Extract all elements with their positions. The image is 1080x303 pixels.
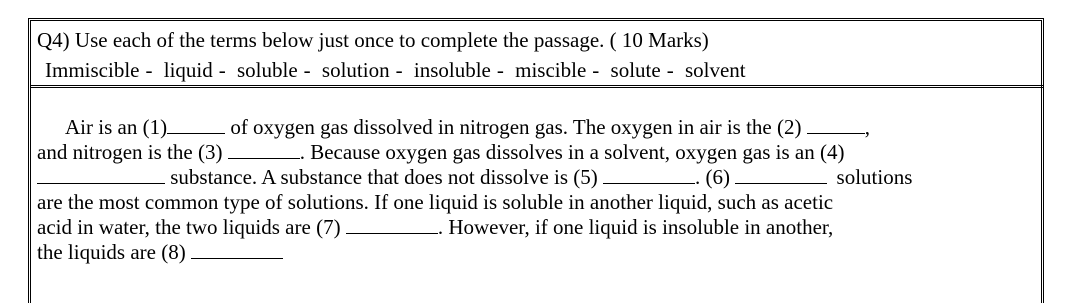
- passage-line: [37, 165, 1037, 190]
- passage-text: of oxygen gas dissolved in nitrogen gas. The oxygen in air is the (2): [230, 115, 802, 139]
- passage-line: [37, 240, 1037, 265]
- term-item: soluble: [237, 58, 298, 82]
- passage-text: and nitrogen is the (3): [37, 140, 223, 164]
- passage-line: [37, 140, 1037, 165]
- question-frame: [28, 18, 1044, 303]
- blank-6[interactable]: [735, 165, 827, 184]
- blank-5[interactable]: [603, 165, 695, 184]
- passage-text: solutions: [836, 165, 913, 189]
- passage-text: ,: [864, 115, 870, 139]
- passage-text: substance. A substance that does not dissolve is (5): [170, 165, 598, 189]
- passage-line: [37, 115, 1037, 140]
- term-separator: -: [145, 58, 153, 82]
- blank-7[interactable]: [346, 215, 438, 234]
- passage-text: . However, if one liquid is insoluble in another,: [437, 215, 834, 239]
- blank-4[interactable]: [37, 165, 165, 184]
- term-separator: -: [666, 58, 674, 82]
- question-header: [31, 21, 1044, 88]
- term-item: solute: [610, 58, 661, 82]
- blank-3[interactable]: [228, 140, 300, 159]
- passage-line: are the most common type of solutions. If one liquid is soluble in another liquid, such as acetic: [37, 190, 834, 214]
- blank-8[interactable]: [191, 240, 283, 259]
- term-separator: -: [218, 58, 226, 82]
- terms-list: [45, 57, 746, 83]
- blank-2[interactable]: [807, 115, 865, 134]
- blank-1[interactable]: [167, 115, 225, 134]
- term-separator: -: [303, 58, 311, 82]
- passage-text: acid in water, the two liquids are (7): [37, 215, 341, 239]
- passage: [37, 115, 1037, 265]
- term-item: solvent: [684, 58, 746, 82]
- term-item: liquid: [163, 58, 213, 82]
- passage-text: Air is an (1): [65, 115, 168, 139]
- term-separator: -: [592, 58, 600, 82]
- question-title: Q4) Use each of the terms below just once to complete the passage. ( 10 Marks): [37, 28, 709, 52]
- passage-text: the liquids are (8): [37, 240, 186, 264]
- term-item: Immiscible: [45, 58, 140, 82]
- term-item: solution: [321, 58, 390, 82]
- passage-line: [37, 215, 1037, 240]
- term-item: insoluble: [413, 58, 491, 82]
- passage-text: . Because oxygen gas dissolves in a solvent, oxygen gas is an (4): [299, 140, 845, 164]
- passage-text: . (6): [695, 165, 731, 189]
- term-item: miscible: [515, 58, 587, 82]
- term-separator: -: [496, 58, 504, 82]
- term-separator: -: [395, 58, 403, 82]
